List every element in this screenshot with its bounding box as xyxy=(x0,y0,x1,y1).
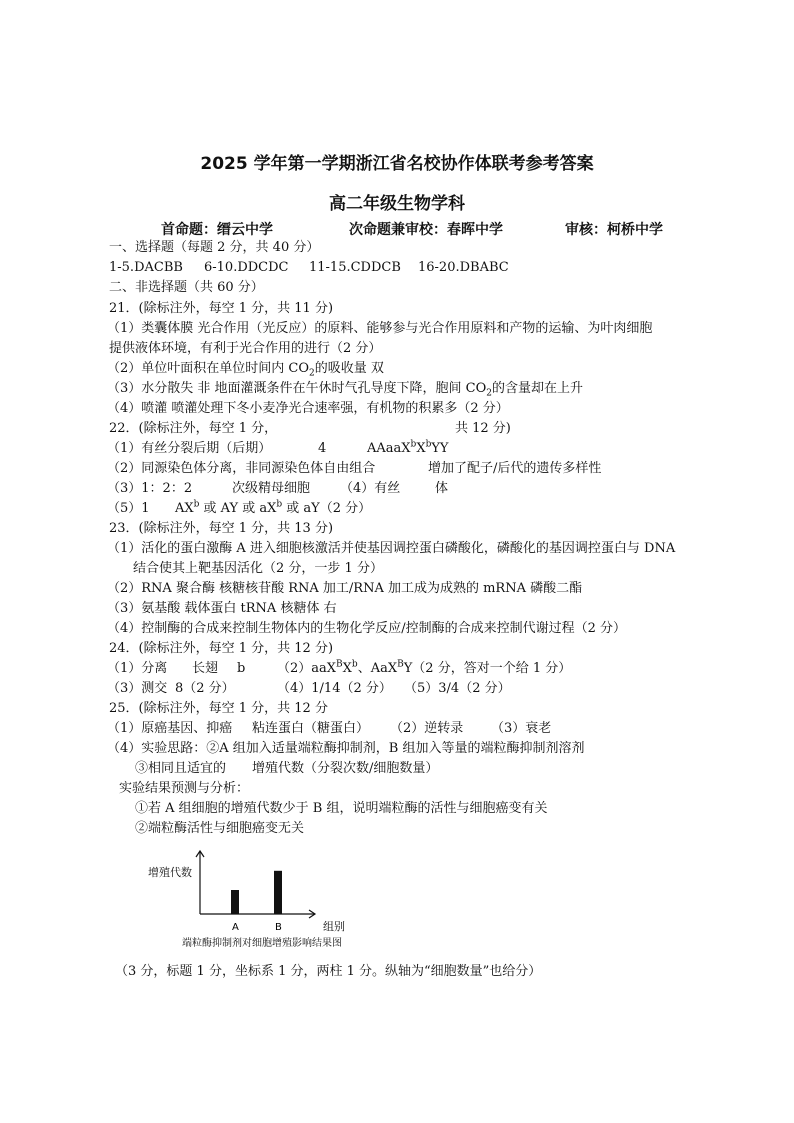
q21-a2-sub: 2 xyxy=(309,368,315,379)
q21-answer-3 xyxy=(107,381,583,397)
q22-a5-g2: 或 AY 或 aX xyxy=(199,501,277,516)
q23-answer-3: （3）氨基酸 载体蛋白 tRNA 核糖体 右 xyxy=(107,601,337,616)
mc-answer-group: 1-5.DACBB xyxy=(109,260,183,275)
q24-a2-sup1: B xyxy=(336,659,343,670)
q25-prediction-1: ①若 A 组细胞的增殖代数少于 B 组，说明端粒酶的活性与细胞癌变有关 xyxy=(135,801,548,816)
q22-a3-ratio: （3）1：2：2 xyxy=(107,481,193,496)
q25-prediction-heading: 实验结果预测与分析： xyxy=(119,781,250,796)
q22-answer-5 xyxy=(107,499,372,517)
part1-heading: 一、选择题（每题 2 分，共 40 分） xyxy=(109,240,320,255)
mc-answer-group: 6-10.DDCDC xyxy=(204,260,289,275)
q24-a1-law: （1）分离 xyxy=(107,661,168,676)
q22-a1-count: 4 xyxy=(318,441,327,456)
q25-prediction-2: ②端粒酶活性与细胞癌变无关 xyxy=(135,821,305,836)
q25-heading: 25．(除标注外，每空 1 分，共 12 分 xyxy=(109,701,328,716)
q22-a5-g1: AX xyxy=(175,501,194,516)
q22-a5-g3: 或 aY（2 分） xyxy=(282,501,372,516)
x-axis-label: 组别 xyxy=(323,920,345,933)
q25-answer-4: （4）实验思路：②A 组加入适量端粒酶抑制剂，B 组加入等量的端粒酶抑制剂溶剂 xyxy=(107,741,585,756)
q21-a3-text-end: 的含量却在上升 xyxy=(492,381,584,396)
bar-a xyxy=(231,890,239,914)
y-axis-label: 增殖代数 xyxy=(148,866,192,879)
q24-heading: 24．(除标注外，每空 1 分，共 12 分) xyxy=(109,641,334,656)
q21-heading: 21．(除标注外，每空 1 分，共 11 分) xyxy=(109,301,334,316)
first-author: 首命题：缙云中学 xyxy=(161,222,273,238)
bars-group xyxy=(231,871,282,933)
q22-a5-genotypes xyxy=(175,501,371,517)
q22-a1-g1: AAaaX xyxy=(367,441,411,456)
reviewer: 审核：柯桥中学 xyxy=(565,222,663,238)
q22-answer-2 xyxy=(107,461,602,477)
q22-a1-g3: YY xyxy=(431,441,449,456)
q21-answer-2 xyxy=(107,361,384,377)
mc-answer-group: 16-20.DBABC xyxy=(418,260,509,275)
q24-a2-g2: X xyxy=(342,661,352,676)
q23-answer-1-cont: 结合使其上靶基因活化（2 分，一步 1 分） xyxy=(133,561,383,576)
result-chart xyxy=(140,846,400,956)
second-author: 次命题兼审校：春晖中学 xyxy=(349,222,503,238)
q22-a5-sup2: b xyxy=(276,499,283,510)
q25-step3-text: ③相同且适宜的 xyxy=(135,761,227,776)
q22-a1-g2: X xyxy=(416,441,426,456)
q24-a2-g1: （2）aaX xyxy=(277,661,337,676)
q25-a2-text: （2）逆转录 xyxy=(390,721,464,736)
q22-heading-start: 22．(除标注外，每空 1 分， xyxy=(109,421,278,436)
q23-answer-1: （1）活化的蛋白激酶 A 进入细胞核激活并使基因调控蛋白磷酸化，磷酸化的基因调控蛋白与 DNA xyxy=(107,541,676,556)
doc-title: 2025 学年第一学期浙江省名校协作体联考参考答案 xyxy=(200,154,594,174)
category-label-a: A xyxy=(232,922,239,933)
q22-a3-cell: 次级精母细胞 xyxy=(232,481,311,496)
q24-a3-count: 8（2 分） xyxy=(175,681,235,696)
q22-a2-text2: 增加了配子/后代的遗传多样性 xyxy=(428,461,602,476)
q22-a4-text2: 体 xyxy=(435,481,449,496)
q24-a1-trait: 长翅 xyxy=(192,661,219,676)
q21-a3-text: （3）水分散失 非 地面灌溉条件在午休时气孔导度下降，胞间 CO xyxy=(107,381,487,396)
q21-answer-1-cont: 提供液体环境，有利于光合作用的进行（2 分） xyxy=(109,341,382,356)
q23-answer-4: （4）控制酶的合成来控制生物体内的生物化学反应/控制酶的合成来控制代谢过程（2 分） xyxy=(107,621,627,636)
q24-a2-sup3: B xyxy=(397,659,404,670)
q25-scoring-note: （3 分，标题 1 分，坐标系 1 分，两柱 1 分。纵轴为“细胞数量”也给分） xyxy=(115,964,542,979)
q21-a3-sub: 2 xyxy=(486,388,493,399)
q25-a1-genes: （1）原癌基因、抑癌 xyxy=(107,721,233,736)
q25-a1-protein: 粘连蛋白（糖蛋白） xyxy=(252,721,370,736)
q24-a1-gene: b xyxy=(237,661,246,676)
q24-a2-g4: Y（2 分，答对一个给 1 分） xyxy=(403,661,572,676)
q24-answer-1-2 xyxy=(107,659,572,677)
q22-answer-3-4 xyxy=(107,481,449,497)
chart-title: 端粒酶抑制剂对细胞增殖影响结果图 xyxy=(182,938,342,949)
doc-subtitle: 高二年级生物学科 xyxy=(329,194,465,214)
q25-answer-1-3 xyxy=(107,721,552,737)
q22-answer-1 xyxy=(107,439,449,457)
q25-a3-text: （3）衰老 xyxy=(491,721,552,736)
q24-a2-g3: 、AaX xyxy=(357,661,398,676)
q24-answer-3-5 xyxy=(107,681,511,697)
q22-heading xyxy=(109,421,511,437)
q21-a2-text: （2）单位叶面积在单位时间内 CO xyxy=(107,361,310,376)
q24-a4-ratio: （4）1/14（2 分） xyxy=(277,681,392,696)
q24-a3-method: （3）测交 xyxy=(107,681,168,696)
q22-a5-sup1: b xyxy=(193,499,200,510)
mc-answer-group: 11-15.CDDCB xyxy=(309,260,401,275)
q24-a2-sup2: b xyxy=(351,659,358,670)
part2-heading: 二、非选择题（共 60 分） xyxy=(109,280,264,295)
q22-a1-sup2: b xyxy=(425,439,432,450)
q22-a1-sup1: b xyxy=(410,439,417,450)
q23-heading: 23．(除标注外，每空 1 分，共 13 分) xyxy=(109,521,334,536)
bar-b xyxy=(274,871,282,914)
category-label-b: B xyxy=(275,922,282,933)
q21-a2-text-end: 的吸收量 双 xyxy=(314,361,384,376)
q22-a5-num: （5）1 xyxy=(107,501,150,516)
q24-a2-genotypes xyxy=(277,661,571,677)
q22-a2-text: （2）同源染色体分离，非同源染色体自由组合 xyxy=(107,461,376,476)
q22-a1-genotype xyxy=(367,441,449,457)
q25-step3-text2: 增殖代数（分裂次数/细胞数量） xyxy=(252,761,439,776)
q21-answer-1: （1）类囊体膜 光合作用（光反应）的原料、能够参与光合作用原料和产物的运输、为叶肉细胞 xyxy=(107,321,653,336)
q21-answer-4: （4）喷灌 喷灌处理下冬小麦净光合速率强，有机物的积累多（2 分） xyxy=(107,401,509,416)
q22-a4-text: （4）有丝 xyxy=(340,481,401,496)
q22-a1-stage: （1）有丝分裂后期（后期） xyxy=(107,441,272,456)
q22-heading-end: 共 12 分) xyxy=(455,421,511,436)
q25-answer-4-step3 xyxy=(135,761,439,777)
q24-a5-ratio: （5）3/4（2 分） xyxy=(404,681,511,696)
q23-answer-2: （2）RNA 聚合酶 核糖核苷酸 RNA 加工/RNA 加工成为成熟的 mRNA 磷酸二酯 xyxy=(107,581,583,596)
